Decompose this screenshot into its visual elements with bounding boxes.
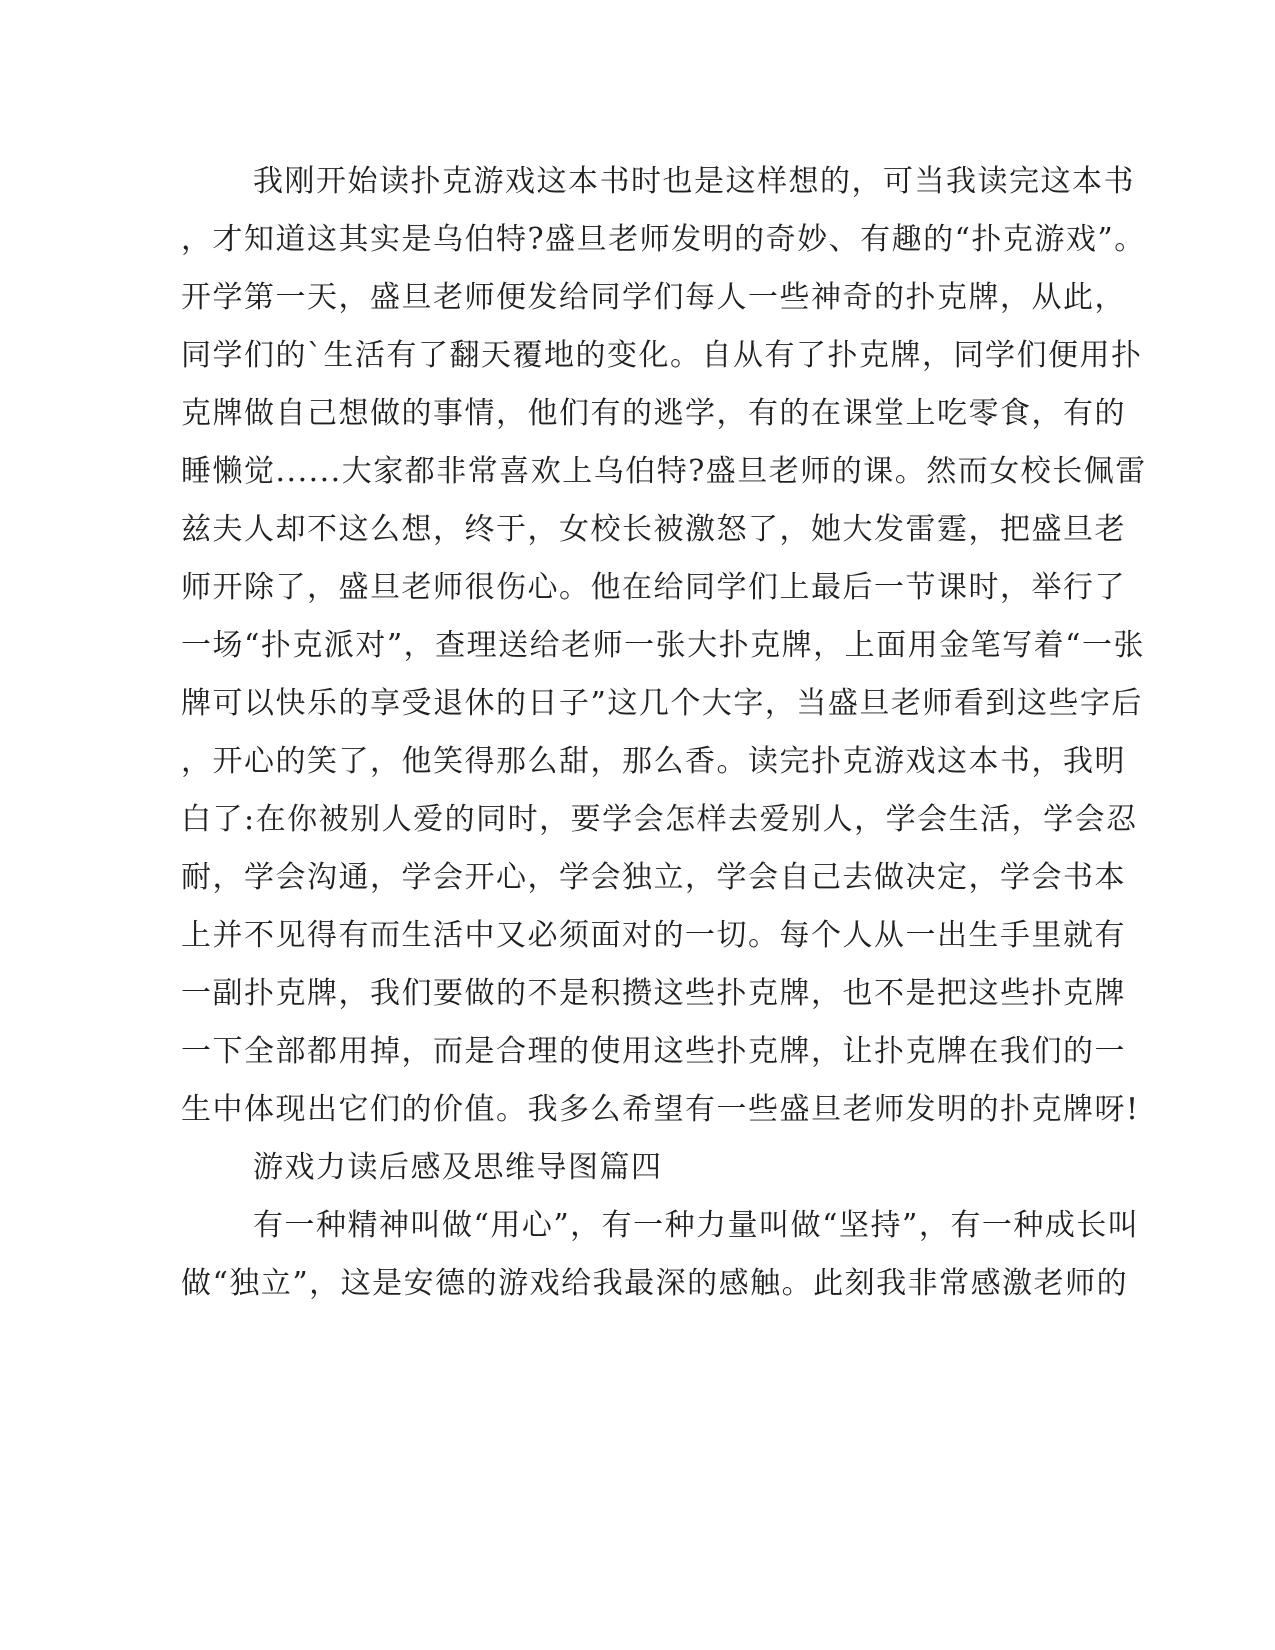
section-heading: 游戏力读后感及思维导图篇四	[253, 1150, 663, 1185]
paragraph-line: ，才知道这其实是乌伯特?盛旦老师发明的奇妙、有趣的“扑克游戏”。	[181, 222, 1146, 257]
paragraph-line: 一场“扑克派对”，查理送给老师一张大扑克牌，上面用金笔写着“一张	[181, 628, 1146, 663]
paragraph-line: 生中体现出它们的价值。我多么希望有一些盛旦老师发明的扑克牌呀!	[181, 1092, 1140, 1127]
paragraph-line: 兹夫人却不这么想，终于，女校长被激怒了，她大发雷霆，把盛旦老	[181, 512, 1126, 547]
paragraph-line: 我刚开始读扑克游戏这本书时也是这样想的，可当我读完这本书	[253, 164, 1135, 199]
paragraph-line: 一副扑克牌，我们要做的不是积攒这些扑克牌，也不是把这些扑克牌	[181, 976, 1126, 1011]
paragraph-line: 耐，学会沟通，学会开心，学会独立，学会自己去做决定，学会书本	[181, 860, 1126, 895]
paragraph-line: 有一种精神叫做“用心”，有一种力量叫做“坚持”，有一种成长叫	[253, 1208, 1140, 1243]
paragraph-line: 做“独立”，这是安德的游戏给我最深的感触。此刻我非常感激老师的	[181, 1266, 1129, 1301]
paragraph-line: 克牌做自己想做的事情，他们有的逃学，有的在课堂上吃零食，有的	[181, 396, 1126, 431]
paragraph-line: 一下全部都用掉，而是合理的使用这些扑克牌，让扑克牌在我们的一	[181, 1034, 1126, 1069]
paragraph-line: 师开除了，盛旦老师很伤心。他在给同学们上最后一节课时，举行了	[181, 570, 1126, 605]
paragraph-line: 开学第一天，盛旦老师便发给同学们每人一些神奇的扑克牌，从此，	[181, 280, 1126, 315]
paragraph-line: ，开心的笑了，他笑得那么甜，那么香。读完扑克游戏这本书，我明	[181, 744, 1126, 779]
paragraph-line: 上并不见得有而生活中又必须面对的一切。每个人从一出生手里就有	[181, 918, 1126, 953]
paragraph-line: 牌可以快乐的享受退休的日子”这几个大字，当盛旦老师看到这些字后	[181, 686, 1143, 721]
paragraph-line: 同学们的`生活有了翻天覆地的变化。自从有了扑克牌，同学们便用扑	[181, 338, 1143, 373]
paragraph-line: 睡懒觉......大家都非常喜欢上乌伯特?盛旦老师的课。然而女校长佩雷	[181, 454, 1147, 489]
paragraph-line: 白了:在你被别人爱的同时，要学会怎样去爱别人，学会生活，学会忍	[181, 802, 1138, 837]
